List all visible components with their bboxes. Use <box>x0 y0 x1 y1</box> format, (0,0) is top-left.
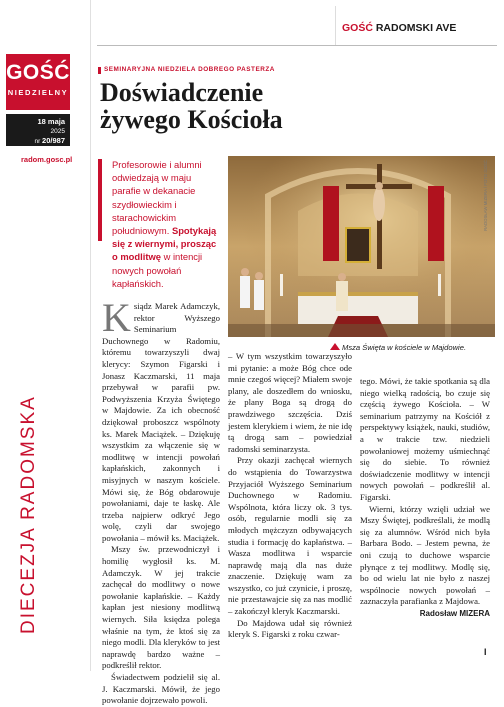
gosc-niedzielny-logo <box>6 54 70 110</box>
page-number: I <box>484 647 487 657</box>
paragraph <box>102 295 220 544</box>
paragraph: Wierni, którzy wzięli udział we Mszy Świętej, podkreślali, że modlą się za alumnów. Wśród nich była Barbara Bodo. – Jestem pewna, że oni czują to duchowe wsparcie płynące z tej modlitwy. Modlę się, bo od wielu lat nie było z naszej wspólnocie nowych powołań – zaznaczyła parafianka z Majdowa. <box>360 503 490 607</box>
paragraph: tego. Mówi, że takie spotkania są dla niego wielką radością, bo czuje się częścią żywego Kościoła. – W seminarium patrzymy na Kościół z perspektywy książek, nauki, studiów, a w trakcie tzw. niedzieli powołaniowej możemy uśmiechnąć się do siebie. To również doświadczenie modlitwy w intencji nowych powołań – podkreślił al. Figarski. <box>360 376 490 502</box>
paragraph: Do Majdowa udał się również kleryk S. Figarski z roku czwar- <box>228 617 352 640</box>
diocese-vertical-label: DIECEZJA RADOMSKA <box>18 395 39 634</box>
lead-bold: Spotykają się z wiernymi, prosząc o modlitwę <box>112 225 217 263</box>
church-interior-illustration <box>228 156 495 337</box>
article-column-3 <box>360 376 490 619</box>
drop-cap: K <box>102 295 131 340</box>
paragraph: Świadectwem podzielił się al. J. Kaczmarski. Mówił, że jego powołanie dojrzewało powoli. <box>102 672 220 706</box>
section-brand <box>342 22 456 34</box>
paragraph: – W tym wszystkim towarzyszyło mi pytanie: a może Bóg chce ode mnie czegoś więcej? Miałem swoje plany, ale doszedłem do wniosku, że plany Boga są drogą do prawdziwego szczęścia. Dziś jestem klerykiem i wiem, że nie idę tą drogą sam – powiedział radomski seminarzysta. <box>228 351 352 454</box>
logo-sub-text: NIEDZIELNY <box>7 88 69 97</box>
lead-plain: Profesorowie i alumni odwiedzają w maju parafie w dekanacie szydłowieckim i starachowickim południowym. <box>112 159 202 237</box>
article-author <box>360 608 490 620</box>
kicker-marker <box>98 67 101 74</box>
issue-number: 20/987 <box>42 136 65 145</box>
issue-year: 2025 <box>50 128 65 135</box>
brand-red: GOŚĆ <box>342 22 373 34</box>
photo-caption: Msza Święta w kościele w Majdowie. <box>342 343 467 352</box>
issue-date: 18 maja <box>37 117 65 126</box>
author-name: Radosław MIZERA <box>419 608 490 618</box>
caption-marker <box>330 343 340 350</box>
paragraph: Przy okazji zachęcał wiernych do wstąpienia do Towarzystwa Przyjaciół Wyższego Seminarium Duchownego w Radomiu. Wspólnota, która liczy ok. 3 tys. osób, regularnie modli się za młodych mężczyzn odbywających studia i formację do kapłaństwa. – Wasza modlitwa i wsparcie naprawdę mają dla nas duże znaczenie. Dziękuję wam za wszystko, co już czynicie, i proszę, nie przestawajcie się za nas modlić – zakończył kleryk Kaczmarski. <box>228 455 352 617</box>
article-lead <box>112 158 220 290</box>
header-rule <box>97 45 497 46</box>
brand-dark: RADOMSKI AVE <box>375 22 457 34</box>
site-link[interactable]: radom.gosc.pl <box>21 155 73 164</box>
lead-marker <box>98 159 102 241</box>
paragraph-text: siądz Marek Adamczyk, rektor Wyższego Seminarium Duchownego w Radomiu, któremu towarzyszyli dwaj klerycy: Szymon Figarski i Jonasz Kaczmarski, 11 maja przebywał w parafii pw. Podwyższenia Krzyża Świętego w Majdowie. Za ich obecność dziękował proboszcz wspólnoty ks. Marek Maciążek. – Dziękuję wszystkim za włączenie się w modlitwę w intencji powołań kapłańskich, zakonnych i misyjnych w naszym kościele. Mówi się, że Bóg obdarowuje powołaniami, daje te łaskę. Ale trzeba najpierw odkryć Jego wolę, czyli dar swojego powołania – mówił ks. Maciążek. <box>102 301 220 543</box>
header-divider <box>335 6 336 46</box>
church-photo <box>228 156 495 337</box>
article-column-2 <box>228 351 352 641</box>
logo-main-text: GOŚĆ <box>6 61 70 84</box>
article-title: Doświadczenie żywego Kościoła <box>100 78 283 134</box>
article-column-1 <box>102 295 220 707</box>
photo-credit: RADOSŁAW MIZERA / FOTO GOŚĆ <box>483 160 488 231</box>
article-kicker: SEMINARYJNA NIEDZIELA DOBREGO PASTERZA <box>104 66 275 73</box>
issue-info <box>6 114 70 146</box>
paragraph: Mszy św. przewodniczył i homilię wygłosił ks. M. Adamczyk. W jej trakcie zachęcał do modlitwy o nowe powołanie kapłańskie. – Każdy kapłan jest niesiony modlitwą wiernych. Siła księdza polega właśnie na tym, że ktoś się za niego modli. Dla kleryków to jest naprawdę bardzo ważne – podkreślił rektor. <box>102 544 220 671</box>
left-sidebar <box>0 0 91 671</box>
lead-end: w intencji nowych powołań kapłańskich. <box>112 251 203 289</box>
issue-prefix: nr <box>34 138 41 145</box>
